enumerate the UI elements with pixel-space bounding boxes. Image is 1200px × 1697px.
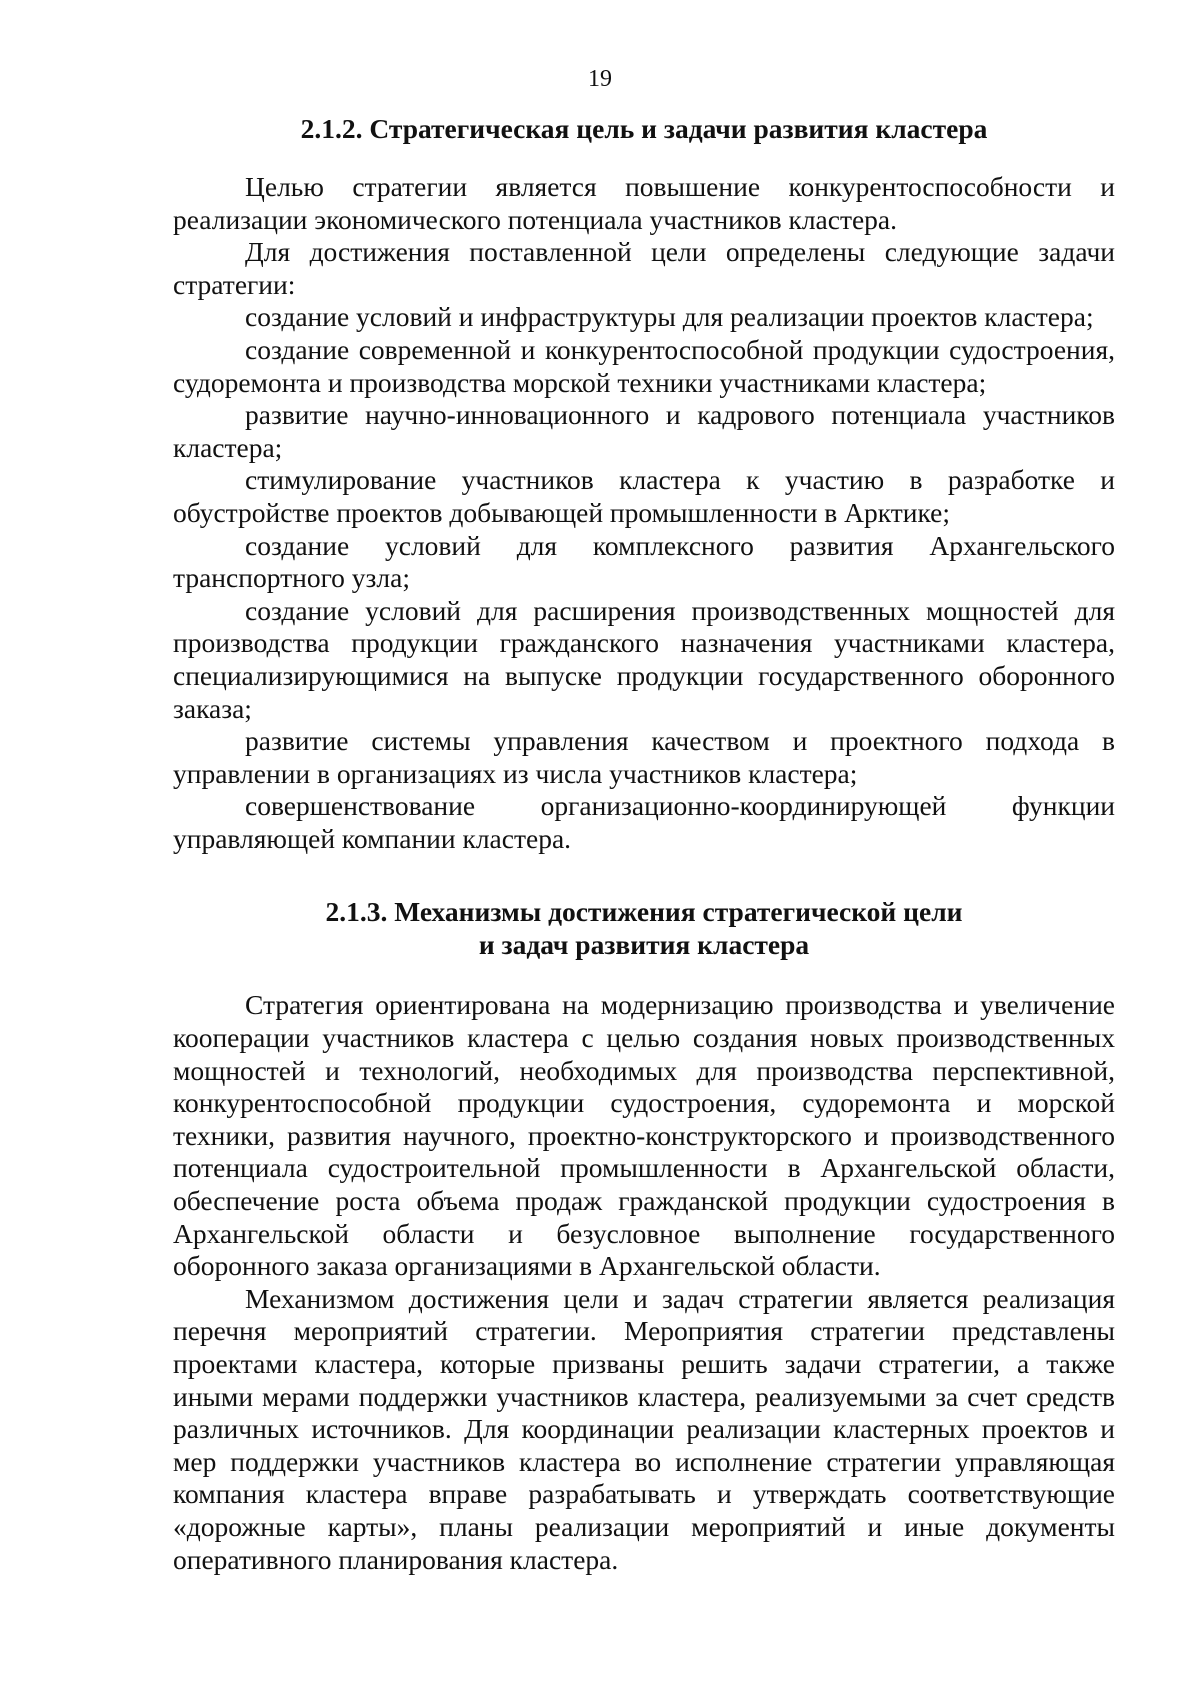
- task-item: создание условий для комплексного развития Архангельского транспортного узла;: [173, 529, 1115, 594]
- page-content: [173, 112, 1115, 1576]
- paragraph: Целью стратегии является повышение конкурентоспособности и реализации экономического потенциала участников кластера.: [173, 171, 1115, 235]
- paragraph: Механизмом достижения цели и задач стратегии является реализация перечня мероприятий стратегии. Мероприятия стратегии представлены проектами кластера, которые призваны решить задачи стратегии, а также иными мерами поддержки участников кластера, реализуемыми за счет средств различных источников. Для координации реализации кластерных проектов и мер поддержки участников кластера во исполнение стратегии управляющая компания кластера вправе разрабатывать и утверждать соответствующие «дорожные карты», планы реализации мероприятий и иные документы оперативного планирования кластера.: [173, 1282, 1115, 1575]
- section-heading-line: и задач развития кластера: [478, 929, 810, 961]
- task-item: создание условий и инфраструктуры для реализации проектов кластера;: [245, 301, 1094, 333]
- section-heading-2-1-3: [173, 895, 1115, 961]
- section-heading-2-1-2: 2.1.2. Стратегическая цель и задачи развития кластера: [300, 113, 988, 144]
- paragraph: Стратегия ориентирована на модернизацию производства и увеличение кооперации участников кластера с целью создания новых производственных мощностей и технологий, необходимых для производства перспективной, конкурентоспособной продукции судостроения, судоремонта и морской техники, развития научного, проектно-конструкторского и производственного потенциала судостроительной промышленности в Архангельской области, обеспечение роста объема продаж гражданской продукции судостроения в Архангельской области и безусловное выполнение государственного оборонного заказа организациями в Архангельской области.: [173, 989, 1115, 1282]
- task-item: создание условий для расширения производственных мощностей для производства продукции гражданского назначения участниками кластера, специализирующимися на выпуске продукции государственного оборонного заказа;: [173, 594, 1115, 724]
- page-number: 19: [588, 66, 612, 92]
- task-item: стимулирование участников кластера к участию в разработке и обустройстве проектов добывающей промышленности в Арктике;: [173, 464, 1115, 528]
- paragraph: Для достижения поставленной цели определены следующие задачи стратегии:: [173, 236, 1115, 300]
- task-item: развитие системы управления качеством и проектного подхода в управлении в организациях из числа участников кластера;: [173, 725, 1115, 789]
- task-item: развитие научно-инновационного и кадрового потенциала участников кластера;: [173, 399, 1115, 463]
- section-heading-line: 2.1.3. Механизмы достижения стратегической цели: [325, 896, 963, 928]
- task-item: создание современной и конкурентоспособной продукции судостроения, судоремонта и производства морской техники участниками кластера;: [173, 333, 1115, 398]
- task-item: совершенствование организационно-координирующей функции управляющей компании кластера.: [173, 790, 1115, 854]
